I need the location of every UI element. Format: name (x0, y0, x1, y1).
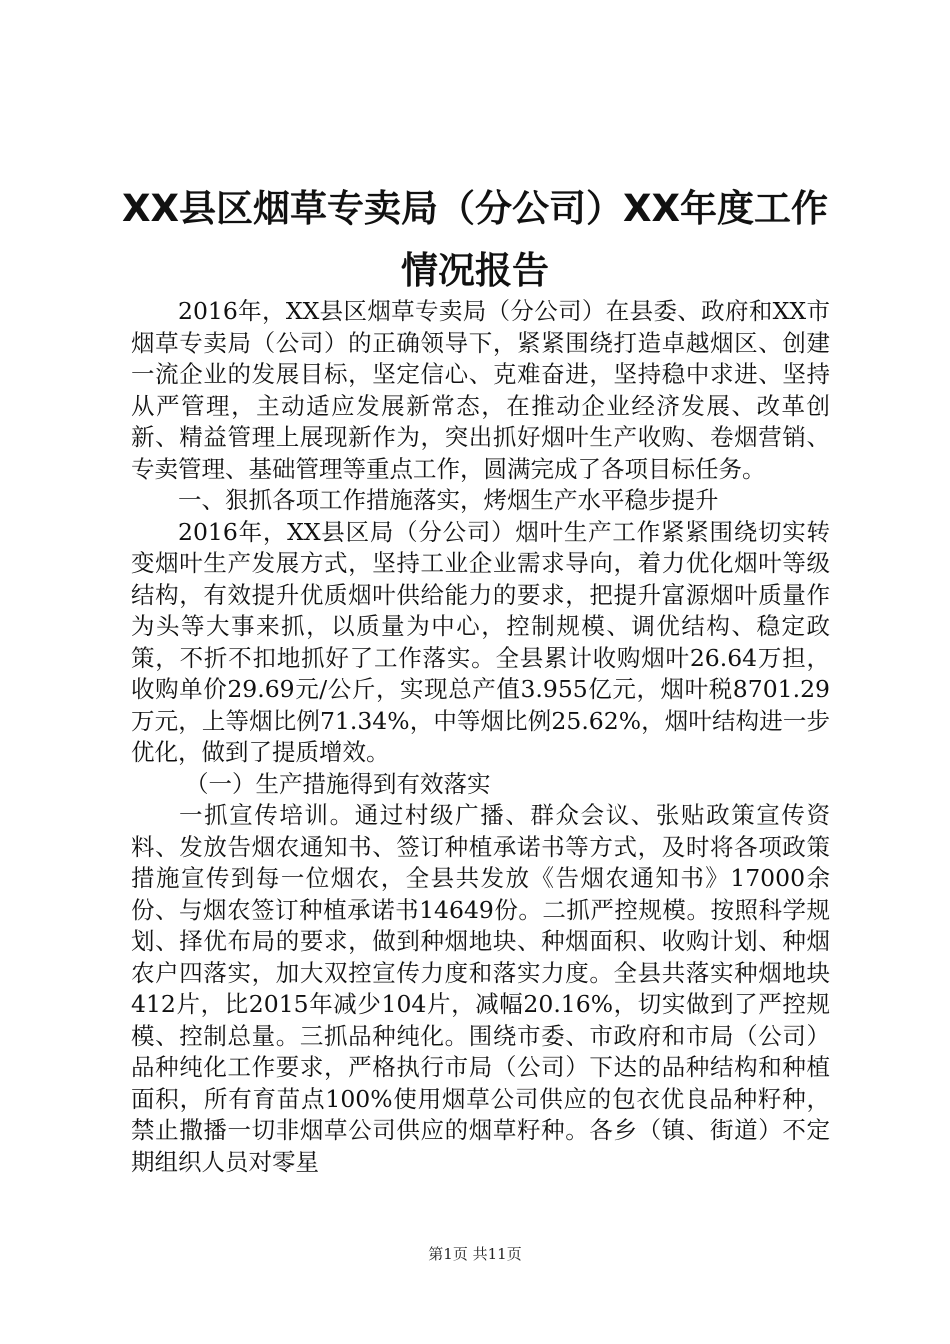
paragraph-section-1: 2016年，XX县区局（分公司）烟叶生产工作紧紧围绕切实转变烟叶生产发展方式，坚持工业企业需求导向，着力优化烟叶等级结构，有效提升优质烟叶供给能力的要求，把提升富源烟叶质量作为头等大事来抓，以质量为中心，控制规模、调优结构、稳定政策，不折不扣地抓好了工作落实。全县累计收购烟叶26.64万担，收购单价29.69元/公斤，实现总产值3.955亿元，烟叶税8701.29万元，上等烟比例71.34%，中等烟比例25.62%，烟叶结构进一步优化，做到了提质增效。 (131, 517, 830, 766)
document-body (131, 296, 830, 1178)
subsection-heading-1: （一）生产措施得到有效落实 (185, 769, 491, 798)
paragraph-subsection-1: 一抓宣传培训。通过村级广播、群众会议、张贴政策宣传资料、发放告烟农通知书、签订种植承诺书等方式，及时将各项政策措施宣传到每一位烟农，全县共发放《告烟农通知书》17000余份、与烟农签订种植承诺书14649份。二抓严控规模。按照科学规划、择优布局的要求，做到种烟地块、种烟面积、收购计划、种烟农户四落实，加大双控宣传力度和落实力度。全县共落实种烟地块412片，比2015年减少104片，减幅20.16%，切实做到了严控规模、控制总量。三抓品种纯化。围绕市委、市政府和市局（公司）品种纯化工作要求，严格执行市局（公司）下达的品种结构和种植面积，所有育苗点100%使用烟草公司供应的包衣优良品种籽种，禁止撒播一切非烟草公司供应的烟草籽种。各乡（镇、街道）不定期组织人员对零星 (131, 801, 830, 1176)
paragraph-intro: 2016年，XX县区烟草专卖局（分公司）在县委、政府和XX市烟草专卖局（公司）的正确领导下，紧紧围绕打造卓越烟区、创建一流企业的发展目标，坚定信心、克难奋进，坚持稳中求进、坚持从严管理，主动适应发展新常态，在推动企业经济发展、改革创新、精益管理上展现新作为，突出抓好烟叶生产收购、卷烟营销、专卖管理、基础管理等重点工作，圆满完成了各项目标任务。 (131, 297, 830, 483)
document-title: XX县区烟草专卖局（分公司）XX年度工作情况报告 (121, 187, 829, 292)
section-heading-1: 一、狠抓各项工作措施落实，烤烟生产水平稳步提升 (178, 486, 719, 514)
page-number-footer: 第1页 共11页 (428, 1245, 522, 1263)
